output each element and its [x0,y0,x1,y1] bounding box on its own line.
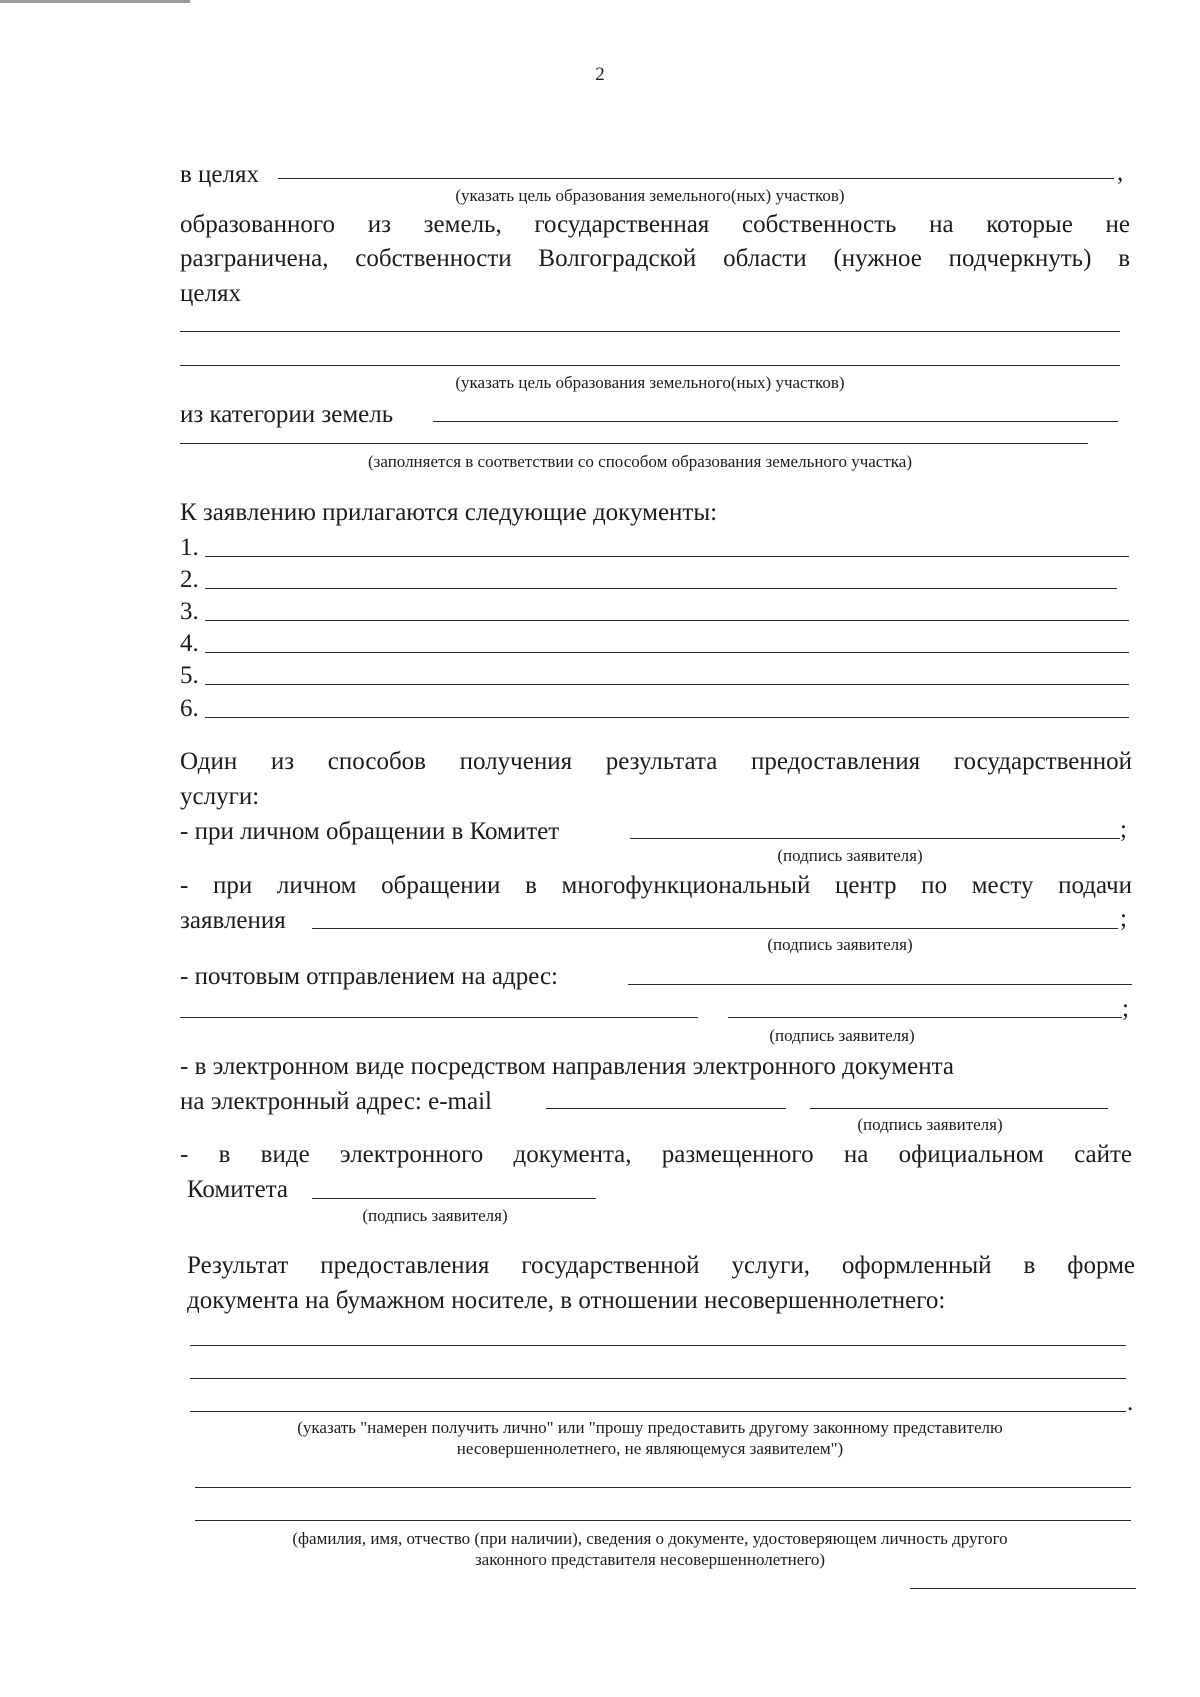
minor-period: . [1127,1389,1134,1416]
purpose-hint: (указать цель образования земельного(ных) участков) [455,186,845,205]
purpose-trail: , [1117,159,1124,186]
purpose-field-line-3[interactable] [180,365,1120,366]
signature-line-email[interactable] [810,1108,1108,1109]
attachment-line-3[interactable] [205,620,1129,621]
purpose-text-line1: образованного из земель, государственная собственность на которые не [180,211,1130,238]
purpose-field-line[interactable] [278,178,1114,179]
signature-line-post[interactable] [728,1017,1122,1018]
delivery-option-mfc-line2: заявления [180,907,286,934]
category-field-line-2[interactable] [180,443,1088,444]
delivery-option-post: - почтовым отправлением на адрес: [180,963,558,990]
attachment-number-3: 3. [180,598,199,625]
attachment-line-4[interactable] [205,652,1129,653]
signature-line-site[interactable] [312,1198,596,1199]
signature-line-committee[interactable] [630,838,1120,839]
signature-hint-1: (подпись заявителя) [777,846,923,865]
signature-hint-5: (подпись заявителя) [362,1206,508,1225]
attachment-line-2[interactable] [205,588,1117,589]
attachment-number-1: 1. [180,534,199,561]
address-line-2[interactable] [180,1017,698,1018]
final-signature-line[interactable] [910,1588,1136,1589]
signature-hint-4: (подпись заявителя) [857,1115,1003,1134]
delivery-option-site-line2: Комитета [187,1176,289,1203]
category-label: из категории земель [180,401,394,428]
delivery-intro-line1: Один из способов получения результата предоставления государственной [180,748,1132,775]
attachment-line-1[interactable] [205,556,1129,557]
delivery-option-committee: - при личном обращении в Комитет [180,818,560,845]
address-line-1[interactable] [628,984,1132,985]
semicolon-3: ; [1122,995,1129,1022]
semicolon-2: ; [1120,905,1127,932]
delivery-option-mfc-line1: - при личном обращении в многофункциональный центр по месту подачи [180,872,1132,899]
email-field-line[interactable] [546,1108,786,1109]
signature-line-mfc[interactable] [312,928,1118,929]
attachment-number-5: 5. [180,662,199,689]
attachment-line-5[interactable] [205,684,1129,685]
signature-hint-3: (подпись заявителя) [769,1026,915,1045]
attachment-line-6[interactable] [205,717,1129,718]
minor-field-line-1[interactable] [190,1345,1126,1346]
representative-line-1[interactable] [195,1487,1131,1488]
minor-hint-line2: несовершеннолетнего, не являющемуся заявителем") [456,1439,844,1458]
attachment-number-6: 6. [180,695,199,722]
category-hint: (заполняется в соответствии со способом образования земельного участка) [368,452,912,471]
representative-line-2[interactable] [195,1520,1131,1521]
page-number: 2 [595,64,605,85]
signature-hint-2: (подпись заявителя) [767,935,913,954]
attachments-heading: К заявлению прилагаются следующие документы: [180,499,718,526]
purpose-lead: в целях [180,161,260,188]
attachment-number-2: 2. [180,566,199,593]
representative-hint-line1: (фамилия, имя, отчество (при наличии), сведения о документе, удостоверяющем личность другого [292,1529,1008,1548]
representative-hint-line2: законного представителя несовершеннолетнего) [474,1550,826,1569]
semicolon-1: ; [1120,816,1127,843]
purpose-field-line-2[interactable] [180,331,1120,332]
delivery-option-email-line1: - в электронном виде посредством направления электронного документа [180,1053,954,1080]
attachment-number-4: 4. [180,630,199,657]
category-field-line[interactable] [433,421,1118,422]
minor-field-line-3[interactable] [190,1411,1126,1412]
minor-field-line-2[interactable] [190,1378,1126,1379]
purpose-hint-2: (указать цель образования земельного(ных) участков) [455,373,845,392]
delivery-option-site-line1: - в виде электронного документа, размещенного на официальном сайте [180,1141,1132,1168]
delivery-option-email-line2: на электронный адрес: e-mail [180,1088,492,1115]
minor-hint-line1: (указать "намерен получить лично" или "прошу предоставить другому законному представителю [297,1418,1003,1437]
minor-text-line1: Результат предоставления государственной услуги, оформленный в форме [187,1252,1135,1279]
delivery-intro-line2: услуги: [180,783,260,810]
minor-text-line2: документа на бумажном носителе, в отношении несовершеннолетнего: [187,1287,946,1314]
scan-edge-artifact [0,0,190,3]
purpose-text-line3: целях [180,280,241,307]
purpose-text-line2: разграничена, собственности Волгоградской области (нужное подчеркнуть) в [180,245,1130,272]
